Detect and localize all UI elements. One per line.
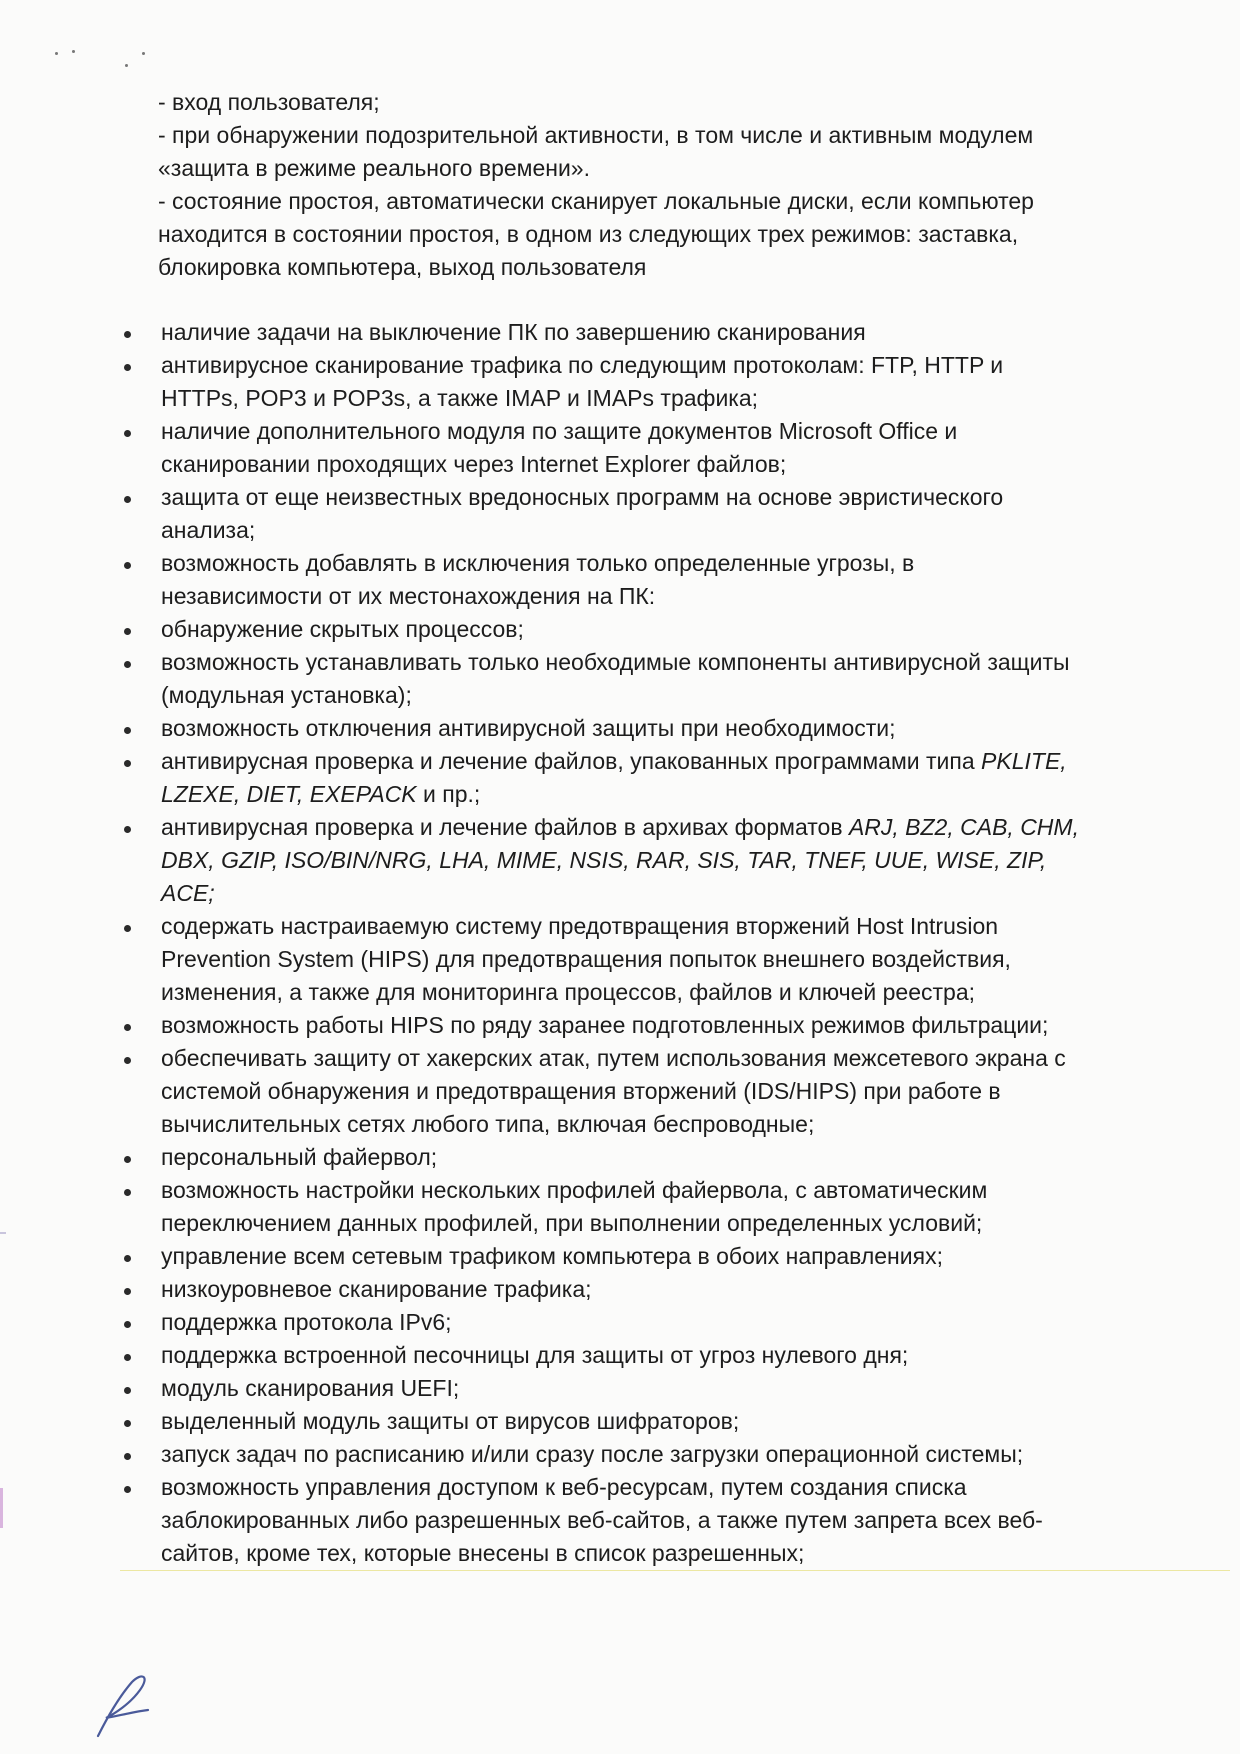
list-item — [118, 910, 1178, 1009]
bullet-icon — [124, 1156, 131, 1163]
margin-mark — [0, 1488, 3, 1528]
item-text-part: и пр.; — [416, 781, 481, 807]
bullet-icon — [124, 1189, 131, 1196]
list-item — [118, 1240, 1178, 1273]
list-item — [118, 1009, 1178, 1042]
text-line: - при обнаружении подозрительной активности, в том числе и активным модулем — [158, 122, 1034, 148]
item-text: обнаружение скрытых процессов; — [161, 616, 524, 642]
item-text: выделенный модуль защиты от вирусов шифраторов; — [161, 1408, 740, 1434]
item-text: персональный файервол; — [161, 1144, 438, 1170]
scan-speck — [72, 50, 75, 53]
signature-mark — [88, 1670, 158, 1742]
list-item — [118, 316, 1178, 349]
item-text-italic: DBX, GZIP, ISO/BIN/NRG, LHA, MIME, NSIS, RAR, SIS, TAR, TNEF, UUE, WISE, ZIP, — [161, 847, 1047, 873]
scan-speck — [55, 52, 58, 55]
scan-speck — [125, 64, 128, 67]
item-text: возможность настройки нескольких профилей файервола, с автоматическим — [161, 1177, 988, 1203]
item-text: заблокированных либо разрешенных веб-сайтов, а также путем запрета всех веб- — [161, 1507, 1043, 1533]
item-text: изменения, а также для мониторинга процессов, файлов и ключей реестра; — [161, 979, 976, 1005]
item-text: запуск задач по расписанию и/или сразу после загрузки операционной системы; — [161, 1441, 1024, 1467]
bullet-icon — [124, 628, 131, 635]
list-item — [118, 1306, 1178, 1339]
bullet-icon — [124, 562, 131, 569]
bullet-icon — [124, 1321, 131, 1328]
item-text — [161, 811, 1178, 844]
list-item — [118, 1174, 1178, 1240]
list-item — [118, 547, 1178, 613]
item-text: независимости от их местонахождения на ПК: — [161, 583, 656, 609]
list-item — [118, 811, 1178, 910]
text-line: находится в состоянии простоя, в одном из следующих трех режимов: заставка, — [158, 221, 1019, 247]
item-text: системой обнаружения и предотвращения вторжений (IDS/HIPS) при работе в — [161, 1078, 1001, 1104]
bullet-icon — [124, 331, 131, 338]
item-text-italic: ARJ, BZ2, CAB, CHM, — [848, 814, 1079, 840]
item-text: модуль сканирования UEFI; — [161, 1375, 460, 1401]
item-text — [161, 745, 1178, 778]
bullet-icon — [124, 430, 131, 437]
bullet-icon — [124, 364, 131, 371]
dash-paragraph — [158, 86, 1158, 284]
item-text: HTTPs, POP3 и POP3s, а также IMAP и IMAPs трафика; — [161, 385, 759, 411]
item-text: защита от еще неизвестных вредоносных программ на основе эвристического — [161, 484, 1004, 510]
item-text: вычислительных сетях любого типа, включая беспроводные; — [161, 1111, 815, 1137]
item-text: поддержка встроенной песочницы для защиты от угроз нулевого дня; — [161, 1342, 909, 1368]
item-text: анализа; — [161, 517, 256, 543]
bullet-icon — [124, 760, 131, 767]
list-item — [118, 1141, 1178, 1174]
bullet-icon — [124, 1354, 131, 1361]
item-text: возможность добавлять в исключения только определенные угрозы, в — [161, 550, 915, 576]
text-line: - вход пользователя; — [158, 89, 380, 115]
bullet-icon — [124, 1387, 131, 1394]
bullet-icon — [124, 1057, 131, 1064]
item-text — [161, 844, 1178, 877]
text-line: блокировка компьютера, выход пользователя — [158, 254, 647, 280]
item-text-italic: LZEXE, DIET, EXEPACK — [161, 781, 417, 807]
list-item — [118, 1042, 1178, 1141]
list-item — [118, 1471, 1178, 1570]
item-text: сайтов, кроме тех, которые внесены в список разрешенных; — [161, 1540, 805, 1566]
requirements-list — [118, 316, 1178, 1570]
bullet-icon — [124, 1024, 131, 1031]
list-item — [118, 349, 1178, 415]
item-text: содержать настраиваемую систему предотвращения вторжений Host Intrusion — [161, 913, 999, 939]
bullet-icon — [124, 1288, 131, 1295]
list-item — [118, 1273, 1178, 1306]
bullet-icon — [124, 1255, 131, 1262]
scan-line — [120, 1570, 1230, 1571]
item-text: Prevention System (HIPS) для предотвращения попыток внешнего воздействия, — [161, 946, 1011, 972]
item-text: переключением данных профилей, при выполнении определенных условий; — [161, 1210, 983, 1236]
item-text: (модульная установка); — [161, 682, 412, 708]
item-text-italic: PKLITE, — [981, 748, 1067, 774]
item-text — [161, 877, 1178, 910]
item-text: обеспечивать защиту от хакерских атак, путем использования межсетевого экрана с — [161, 1045, 1066, 1071]
item-text: управление всем сетевым трафиком компьютера в обоих направлениях; — [161, 1243, 943, 1269]
item-text-italic: ACE; — [161, 880, 215, 906]
list-item — [118, 1405, 1178, 1438]
item-text: наличие дополнительного модуля по защите документов Microsoft Office и — [161, 418, 958, 444]
list-item — [118, 1438, 1178, 1471]
scan-speck — [142, 52, 145, 55]
item-text: низкоуровневое сканирование трафика; — [161, 1276, 592, 1302]
bullet-icon — [124, 1453, 131, 1460]
list-item — [118, 415, 1178, 481]
bullet-icon — [124, 826, 131, 833]
item-text: поддержка протокола IPv6; — [161, 1309, 452, 1335]
text-line: «защита в режиме реального времени». — [158, 155, 590, 181]
margin-mark — [0, 1232, 6, 1234]
bullet-icon — [124, 925, 131, 932]
list-item — [118, 1339, 1178, 1372]
list-item — [118, 646, 1178, 712]
bullet-icon — [124, 661, 131, 668]
item-text: возможность отключения антивирусной защиты при необходимости; — [161, 715, 896, 741]
item-text: антивирусное сканирование трафика по следующим протоколам: FTP, HTTP и — [161, 352, 1004, 378]
item-text: сканировании проходящих через Internet Explorer файлов; — [161, 451, 787, 477]
bullet-icon — [124, 1486, 131, 1493]
item-text: возможность работы HIPS по ряду заранее подготовленных режимов фильтрации; — [161, 1012, 1049, 1038]
text-line: - состояние простоя, автоматически сканирует локальные диски, если компьютер — [158, 188, 1034, 214]
list-item — [118, 712, 1178, 745]
item-text-part: антивирусная проверка и лечение файлов в архивах форматов — [161, 814, 849, 840]
item-text: возможность управления доступом к веб-ресурсам, путем создания списка — [161, 1474, 967, 1500]
bullet-icon — [124, 727, 131, 734]
item-text-part: антивирусная проверка и лечение файлов, упакованных программами типа — [161, 748, 982, 774]
bullet-icon — [124, 496, 131, 503]
item-text: возможность устанавливать только необходимые компоненты антивирусной защиты — [161, 649, 1070, 675]
list-item — [118, 745, 1178, 811]
list-item — [118, 613, 1178, 646]
list-item — [118, 1372, 1178, 1405]
bullet-icon — [124, 1420, 131, 1427]
item-text — [161, 778, 1178, 811]
list-item — [118, 481, 1178, 547]
item-text: наличие задачи на выключение ПК по завершению сканирования — [161, 319, 866, 345]
